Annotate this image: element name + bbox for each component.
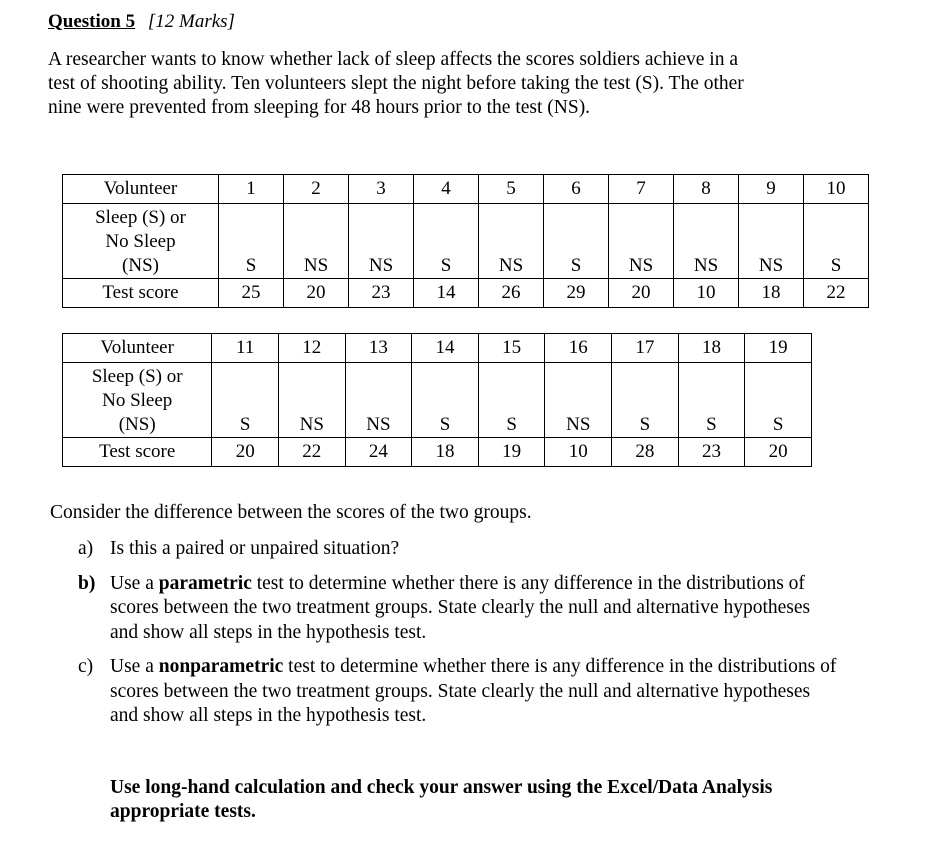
test-score-cell: 20 xyxy=(212,438,279,467)
test-score-cell: 20 xyxy=(609,279,674,308)
instruction-note: Use long-hand calculation and check your answer using the Excel/Data Analysis appropriate tests. xyxy=(110,777,773,822)
volunteer-number-cell: 3 xyxy=(349,175,414,204)
volunteer-number-cell: 12 xyxy=(279,334,346,363)
question-text: Is this a paired or unpaired situation? xyxy=(110,538,400,559)
question-item xyxy=(78,537,838,562)
sleep-group-cell: S xyxy=(612,363,679,438)
consider-statement: Consider the difference between the scores of the two groups. xyxy=(50,502,532,523)
volunteer-number-cell: 4 xyxy=(414,175,479,204)
sleep-group-cell: NS xyxy=(349,204,414,279)
volunteer-row xyxy=(63,334,812,363)
volunteer-number-cell: 10 xyxy=(804,175,869,204)
test-score-cell: 20 xyxy=(284,279,349,308)
question-text: Use a nonparametric test to determine whether there is any difference in the distributions of scores between the two treatment groups. State clearly the null and alternative hypotheses and show all steps in the hypothesis test. xyxy=(110,656,837,726)
sleep-group-cell: S xyxy=(678,363,745,438)
test-score-cell: 26 xyxy=(479,279,544,308)
question-item xyxy=(78,655,838,729)
test-score-cell: 20 xyxy=(745,438,812,467)
volunteer-number-cell: 14 xyxy=(412,334,479,363)
sleep-group-cell: NS xyxy=(279,363,346,438)
volunteer-number-cell: 18 xyxy=(678,334,745,363)
question-marks: [12 Marks] xyxy=(147,11,235,32)
question-letter: c) xyxy=(78,656,94,677)
row-label: Sleep (S) or No Sleep (NS) xyxy=(63,363,212,438)
question-text: Use a parametric test to determine whether there is any difference in the distributions of scores between the two treatment groups. State clearly the null and alternative hypotheses and show all steps in the hypothesis test. xyxy=(110,572,811,643)
sleep-group-cell: NS xyxy=(739,204,804,279)
data-table-volunteers-11-19 xyxy=(62,333,812,467)
test-score-cell: 23 xyxy=(678,438,745,467)
test-score-cell: 14 xyxy=(414,279,479,308)
sleep-group-cell: S xyxy=(412,363,479,438)
row-label: Test score xyxy=(63,438,212,467)
test-score-row xyxy=(63,279,869,308)
sleep-group-cell: NS xyxy=(345,363,412,438)
volunteer-number-cell: 9 xyxy=(739,175,804,204)
volunteer-row xyxy=(63,175,869,204)
volunteer-number-cell: 1 xyxy=(219,175,284,204)
sleep-group-cell: S xyxy=(478,363,545,438)
test-score-cell: 24 xyxy=(345,438,412,467)
test-score-cell: 28 xyxy=(612,438,679,467)
row-label: Sleep (S) or No Sleep (NS) xyxy=(63,204,219,279)
row-label: Volunteer xyxy=(63,334,212,363)
intro-line: A researcher wants to know whether lack of sleep affects the scores soldiers achieve in a xyxy=(48,49,738,70)
sleep-group-cell: S xyxy=(804,204,869,279)
volunteer-number-cell: 13 xyxy=(345,334,412,363)
test-score-cell: 29 xyxy=(544,279,609,308)
volunteer-number-cell: 15 xyxy=(478,334,545,363)
sleep-group-row xyxy=(63,363,812,438)
sleep-group-cell: NS xyxy=(674,204,739,279)
test-score-cell: 18 xyxy=(412,438,479,467)
sleep-group-cell: S xyxy=(544,204,609,279)
volunteer-number-cell: 11 xyxy=(212,334,279,363)
volunteer-number-cell: 7 xyxy=(609,175,674,204)
test-score-cell: 19 xyxy=(478,438,545,467)
volunteer-number-cell: 8 xyxy=(674,175,739,204)
sleep-group-cell: S xyxy=(414,204,479,279)
volunteer-number-cell: 17 xyxy=(612,334,679,363)
sleep-group-cell: NS xyxy=(545,363,612,438)
intro-paragraph xyxy=(48,48,838,120)
test-score-cell: 25 xyxy=(219,279,284,308)
sleep-group-cell: S xyxy=(745,363,812,438)
sleep-group-row xyxy=(63,204,869,279)
sleep-group-cell: S xyxy=(219,204,284,279)
row-label: Test score xyxy=(63,279,219,308)
test-score-cell: 23 xyxy=(349,279,414,308)
question-letter: a) xyxy=(78,538,94,559)
intro-line: nine were prevented from sleeping for 48 hours prior to the test (NS). xyxy=(48,97,591,118)
volunteer-number-cell: 2 xyxy=(284,175,349,204)
question-list xyxy=(78,537,838,739)
sleep-group-cell: NS xyxy=(479,204,544,279)
intro-line: test of shooting ability. Ten volunteers slept the night before taking the test (S). The other xyxy=(48,73,744,94)
volunteer-number-cell: 16 xyxy=(545,334,612,363)
volunteer-number-cell: 19 xyxy=(745,334,812,363)
data-table-volunteers-1-10 xyxy=(62,174,869,308)
question-item xyxy=(78,572,838,646)
test-score-cell: 22 xyxy=(804,279,869,308)
test-score-row xyxy=(63,438,812,467)
sleep-group-cell: NS xyxy=(284,204,349,279)
test-score-cell: 10 xyxy=(674,279,739,308)
question-letter: b) xyxy=(78,572,96,594)
volunteer-number-cell: 6 xyxy=(544,175,609,204)
test-score-cell: 18 xyxy=(739,279,804,308)
row-label: Volunteer xyxy=(63,175,219,204)
sleep-group-cell: NS xyxy=(609,204,674,279)
question-heading xyxy=(48,11,235,33)
question-number: Question 5 xyxy=(48,11,136,32)
volunteer-number-cell: 5 xyxy=(479,175,544,204)
test-score-cell: 22 xyxy=(279,438,346,467)
test-score-cell: 10 xyxy=(545,438,612,467)
sleep-group-cell: S xyxy=(212,363,279,438)
